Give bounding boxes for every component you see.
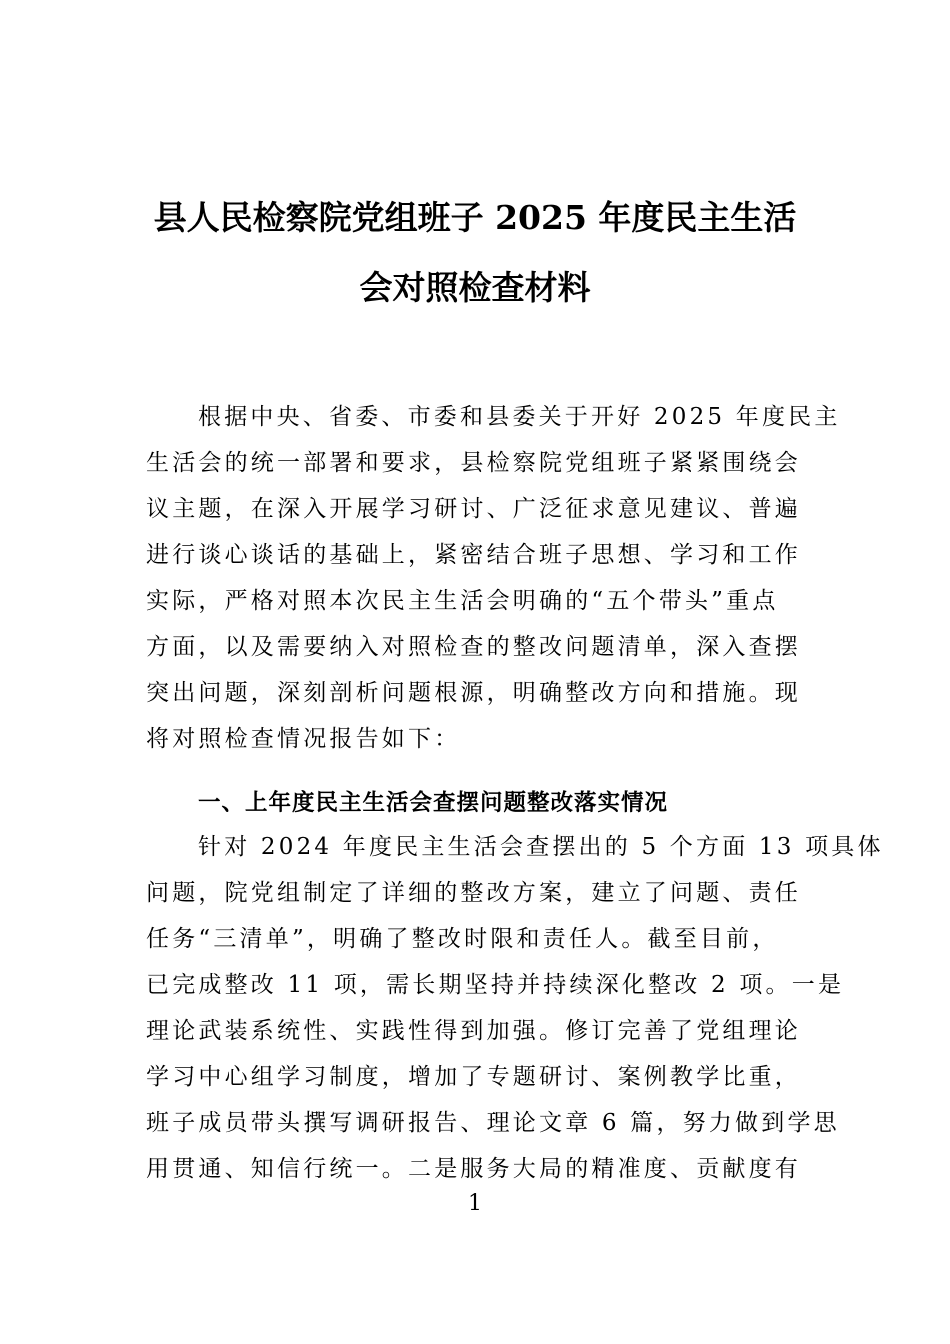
paragraph-line: 针对 2024 年度民主生活会查摆出的 5 个方面 13 项具体: [198, 834, 884, 860]
paragraph-line: 根据中央、省委、市委和县委关于开好 2025 年度民主: [198, 404, 841, 430]
paragraph-line: 实际，严格对照本次民主生活会明确的“五个带头”重点: [146, 588, 779, 614]
paragraph-line: 问题，院党组制定了详细的整改方案，建立了问题、责任: [146, 880, 801, 906]
intro-paragraph: [146, 394, 841, 762]
paragraph-line: 已完成整改 11 项，需长期坚持并持续深化整改 2 项。一是: [146, 972, 845, 998]
paragraph-line: 议主题，在深入开展学习研讨、广泛征求意见建议、普遍: [146, 496, 801, 522]
page-number: 1: [468, 1191, 482, 1216]
paragraph-line: 生活会的统一部署和要求，县检察院党组班子紧紧围绕会: [146, 450, 801, 476]
paragraph-line: 班子成员带头撰写调研报告、理论文章 6 篇，努力做到学思: [146, 1110, 840, 1136]
paragraph-line: 将对照检查情况报告如下：: [146, 726, 461, 752]
paragraph-line: 方面，以及需要纳入对照检查的整改问题清单，深入查摆: [146, 634, 801, 660]
paragraph-line: 进行谈心谈话的基础上，紧密结合班子思想、学习和工作: [146, 542, 801, 568]
document-title-line-1: 县人民检察院党组班子 2025 年度民主生活: [153, 198, 797, 237]
paragraph-line: 突出问题，深刻剖析问题根源，明确整改方向和措施。现: [146, 680, 801, 706]
paragraph-line: 任务“三清单”，明确了整改时限和责任人。截至目前，: [146, 926, 779, 952]
document-title-line-2: 会对照检查材料: [359, 268, 591, 307]
paragraph-line: 用贯通、知信行统一。二是服务大局的精准度、贡献度有: [146, 1156, 801, 1182]
section-heading: 一、上年度民主生活会查摆问题整改落实情况: [198, 790, 669, 816]
section-paragraph: [146, 824, 884, 1192]
paragraph-line: 理论武装系统性、实践性得到加强。修订完善了党组理论: [146, 1018, 801, 1044]
paragraph-line: 学习中心组学习制度，增加了专题研讨、案例教学比重，: [146, 1064, 801, 1090]
